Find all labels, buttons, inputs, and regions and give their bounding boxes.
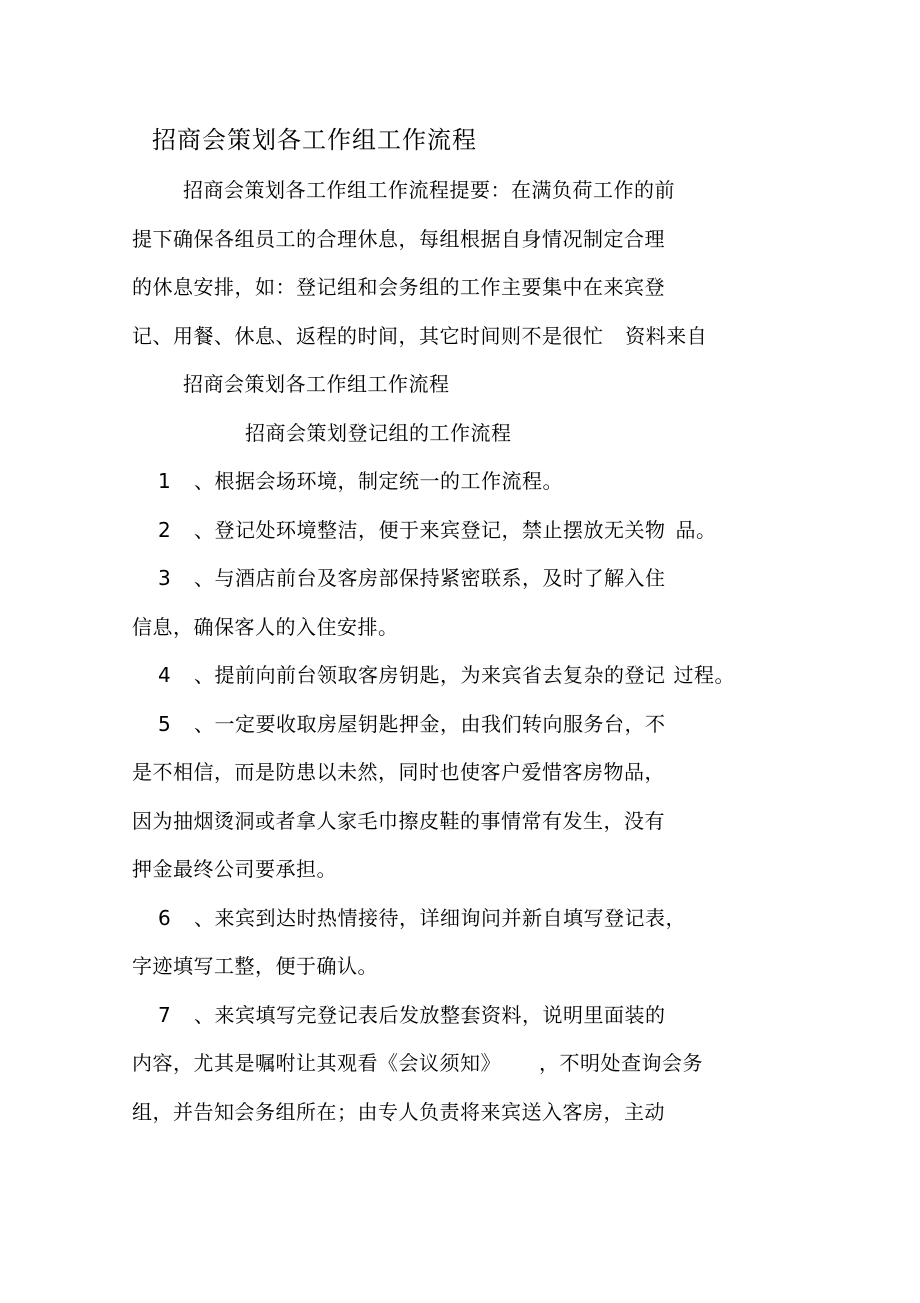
item-text: 内容，尤其是嘱咐让其观看《会议须知》 xyxy=(132,1051,501,1075)
document-title: 招商会策划各工作组工作流程 xyxy=(152,126,477,154)
item-text: 、来宾到达时热情接待，详细询问并新自填写登记表， xyxy=(194,906,686,930)
item-number: 5 xyxy=(158,712,172,736)
item-text: 、登记处环境整洁，便于来宾登记，禁止摆放无关物 xyxy=(194,518,666,542)
item-text-tail: ，不明处查询会务 xyxy=(539,1051,703,1075)
item-text-tail: 品。 xyxy=(675,518,717,542)
list-item-5-cont-2: 因为抽烟烫洞或者拿人家毛巾擦皮鞋的事情常有发生，没有 xyxy=(132,809,665,833)
list-item-2 xyxy=(158,516,717,544)
list-item-6-cont: 字迹填写工整，便于确认。 xyxy=(132,954,378,978)
item-number: 2 xyxy=(158,518,172,542)
list-item-5-cont-1: 是不相信，而是防患以未然，同时也使客户爱惜客房物品， xyxy=(132,760,665,784)
list-item-6 xyxy=(158,904,686,932)
intro-line-4-text: 记、用餐、休息、返程的时间，其它时间则不是很忙 xyxy=(132,324,604,348)
item-number: 6 xyxy=(158,906,172,930)
list-item-3-cont: 信息，确保客人的入住安排。 xyxy=(132,615,399,639)
source-title: 招商会策划各工作组工作流程 xyxy=(183,372,450,396)
section-heading: 招商会策划登记组的工作流程 xyxy=(245,421,512,445)
list-item-5-cont-3: 押金最终公司要承担。 xyxy=(132,857,337,881)
list-item-7-cont-2: 组，并告知会务组所在；由专人负责将来宾送入客房，主动 xyxy=(132,1100,665,1124)
list-item-4 xyxy=(158,661,735,689)
list-item-7 xyxy=(158,1001,666,1029)
item-text: 、根据会场环境，制定统一的工作流程。 xyxy=(194,469,563,493)
intro-line-4 xyxy=(132,322,707,350)
intro-line-2: 提下确保各组员工的合理休息，每组根据自身情况制定合理 xyxy=(132,227,665,251)
intro-line-3: 的休息安排，如：登记组和会务组的工作主要集中在来宾登 xyxy=(132,275,665,299)
item-text-tail: 过程。 xyxy=(673,663,735,687)
source-note: 资料来自 xyxy=(625,324,708,348)
item-number: 3 xyxy=(158,566,172,590)
item-text: 、与酒店前台及客房部保持紧密联系，及时了解入住 xyxy=(194,566,666,590)
intro-line-1: 招商会策划各工作组工作流程提要：在满负荷工作的前 xyxy=(183,178,675,202)
list-item-5 xyxy=(158,710,666,738)
list-item-3 xyxy=(158,564,666,592)
item-text: 、来宾填写完登记表后发放整套资料，说明里面装的 xyxy=(194,1003,666,1027)
item-number: 4 xyxy=(158,663,172,687)
list-item-1 xyxy=(158,467,563,495)
item-text: 、一定要收取房屋钥匙押金，由我们转向服务台，不 xyxy=(194,712,666,736)
item-text: 、提前向前台领取客房钥匙，为来宾省去复杂的登记 xyxy=(194,663,666,687)
item-number: 1 xyxy=(158,469,172,493)
list-item-7-cont-1 xyxy=(132,1049,703,1077)
item-number: 7 xyxy=(158,1003,172,1027)
